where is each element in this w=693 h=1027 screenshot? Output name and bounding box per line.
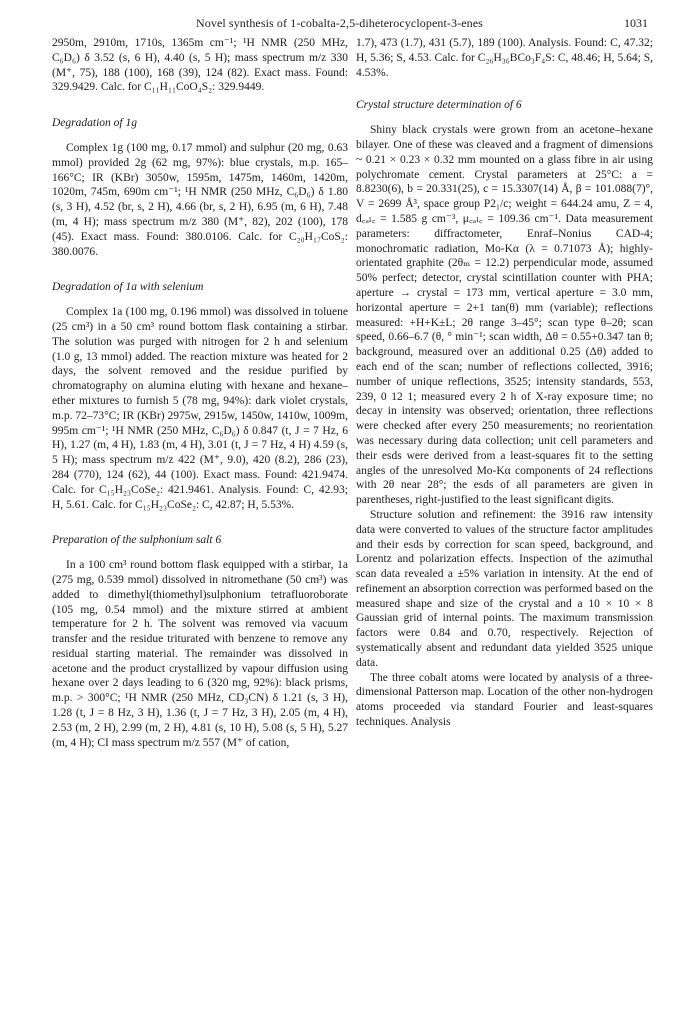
paragraph-refinement: Structure solution and refinement: the 3916 raw intensity data were converted to values of the structure factor amplitudes and their esds by correction for scan speed, background, and Lorentz and polarization effects. Inspection of the azimuthal scan data revealed a ±5% variation in intensity. At the end of refinement an absorption correction was performed based on the measured shape and size of the crystal and a 10 × 10 × 8 Gaussian grid of internal points. The maximum transmission factors were 0.84 and 0.70, respectively. Rejection of systematically absent and redundant data yielded 3525 unique data.	[356, 508, 653, 669]
right-column	[356, 36, 653, 730]
heading-sulphonium-salt: Preparation of the sulphonium salt 6	[52, 534, 222, 547]
paragraph-cobalt-location: The three cobalt atoms were located by analysis of a three-dimensional Patterson map. Location of the other non-hydrogen atoms proceeded via standard Fourier and least-squares techniques. Analysis	[356, 671, 653, 729]
paragraph-crystal-parameters: Shiny black crystals were grown from an acetone–hexane bilayer. One of these was cleaved and a fragment of dimensions ~ 0.21 × 0.23 × 0.32 mm mounted on a glass fibre in air using polychromate cement. Crystal parameters at 25°C: a = 8.8230(6), b = 20.331(25), c = 15.3307(14) Å, β = 101.088(7)°, V = 2699 Å³, space group P2₁/c; weight = 644.24 amu, Z = 4, d꜀ₐₗ꜀ = 1.585 g cm⁻³, μ꜀ₐₗ꜀ = 109.36 cm⁻¹. Data measurement parameters: diffractometer, Enraf–Nonius CAD-4; monochromatic radiation, Mo-Kα (λ = 0.71073 Å); highly-orientated graphite (2θₘ = 12.2) perpendicular mode, assumed 50% perfect; detector, crystal scintillation counter with PHA; aperture → crystal = 173 mm, vertical aperture = 3.0 mm, horizontal aperture = 2+1 tan(θ) mm (variable); reflections measured: +H+K±L; 2θ range 3–45°; scan type θ–2θ; scan speed, 0.66–6.7 (θ, ° min⁻¹; scan width, Δθ = 0.55+0.347 tan θ; background, measured over an additional 0.25 (Δθ) added to each end of the scan; number of reflections collected, 3916; number of unique reflections, 3525; intensity standards, 553, 239, 0 12 1; measured every 2 h of X-ray exposure time; no decay in intensity was observed; orientation, three reflections were checked after every 250 measurements; no reorientation was necessary during data collection; unit cell parameters and their esds were derived from a least-squares fit to the setting angles of the unresolved Mo-Kα components of 24 reflections with 2θ near 28°; the esds of all parameters are given in parentheses, right-justified to the least significant digits.	[356, 124, 653, 507]
left-column	[52, 36, 348, 750]
continued-paragraph-left: 2950m, 2910m, 1710s, 1365m cm⁻¹; ¹H NMR (250 MHz, C₆D₆) δ 3.52 (s, 6 H), 4.40 (s, 5 H); mass spectrum m/z 330 (M⁺, 75), 188 (100), 168 (39), 124 (82). Exact mass. Found: 329.9429. Calc. for C₁₁H₁₁CoO₄S₂: 329.9449.	[52, 37, 348, 94]
page-number: 1031	[624, 16, 648, 30]
heading-degradation-1g: Degradation of 1g	[52, 117, 137, 130]
heading-crystal-structure: Crystal structure determination of 6	[356, 99, 522, 112]
paragraph-degradation-1g: Complex 1g (100 mg, 0.17 mmol) and sulphur (20 mg, 0.63 mmol) provided 2g (62 mg, 97%): blue crystals, m.p. 165–166°C; IR (KBr) 3050w, 1595m, 1475m, 1460m, 1420m, 1020m, 745m, 690m cm⁻¹; ¹H NMR (250 MHz, C₆D₆) δ 1.80 (s, 3 H), 4.52 (br, s, 2 H), 4.66 (br, s, 2 H), 6.95 (m, 6 H), 7.48 (m, 4 H); mass spectrum m/z 380 (M⁺, 82), 202 (100), 178 (45). Exact mass. Found: 380.0106. Calc. for C₂₀H₁₇CoS₂: 380.0076.	[52, 141, 348, 258]
continued-paragraph-right: 1.7), 473 (1.7), 431 (5.7), 189 (100). Analysis. Found: C, 47.32; H, 5.36; S, 4.53. Calc. for C₂₆H₃₆BCo₃F₄S: C, 48.46; H, 5.64; S, 4.53%.	[356, 37, 653, 79]
paragraph-sulphonium-salt: In a 100 cm³ round bottom flask equipped with a stirbar, 1a (275 mg, 0.539 mmol) dissolved in nitromethane (50 cm³) was added to dimethyl(thiomethyl)sulphonium tetrafluoroborate (105 mg, 0.54 mmol) and the mixture stirred at ambient temperature for 2 h. The solvent was removed via vacuum transfer and the residue triturated with benzene to remove any residual starting material. The remainder was dissolved in acetone and the product crystallized by vapour diffusion using hexane over 2 days leading to 6 (320 mg, 92%): black prisms, m.p. > 300°C; ¹H NMR (250 MHz, CD₃CN) δ 1.21 (s, 3 H), 1.28 (t, J = 8 Hz, 3 H), 1.36 (t, J = 7 Hz, 3 H), 2.05 (m, 4 H), 2.53 (m, 2 H), 2.99 (m, 2 H), 4.81 (s, 10 H), 5.08 (s, 5 H), 5.27 (m, 4 H); CI mass spectrum m/z 557 (M⁺ of cation,	[52, 559, 348, 749]
running-title: Novel synthesis of 1-cobalta-2,5-diheterocyclopent-3-enes	[196, 16, 483, 30]
paragraph-degradation-1a: Complex 1a (100 mg, 0.196 mmol) was dissolved in toluene (25 cm³) in a 50 cm³ round bottom flask containing a stirbar. The solution was purged with nitrogen for 2 h and selenium (1.0 g, 13 mmol) added. The reaction mixture was heated for 2 days, the solvent removed and the residue purified by chromatography on alumina eluting with hexane and hexane–ether mixtures to furnish 5 (78 mg, 94%): dark violet crystals, m.p. 72–73°C; IR (KBr) 2975w, 2915w, 1450w, 1410w, 1009m, 995m cm⁻¹; ¹H NMR (250 MHz, C₆D₆) δ 0.847 (t, J = 7 Hz, 6 H), 1.27 (m, 4 H), 1.83 (m, 4 H), 3.01 (t, J = 7 Hz, 4 H) 4.59 (s, 5 H); mass spectrum m/z 422 (M⁺, 9.0), 420 (8.2), 286 (23), 284 (770), 124 (62), 44 (100). Exact mass. Found: 421.9474. Calc. for C₁₅H₂₃CoSe₂: 421.9461. Analysis. Found: C, 42.93; H, 5.61. Calc. for C₁₅H₂₃CoSe₂: C, 42.87; H, 5.53%.	[52, 306, 348, 511]
heading-degradation-1a: Degradation of 1a with selenium	[52, 281, 204, 294]
